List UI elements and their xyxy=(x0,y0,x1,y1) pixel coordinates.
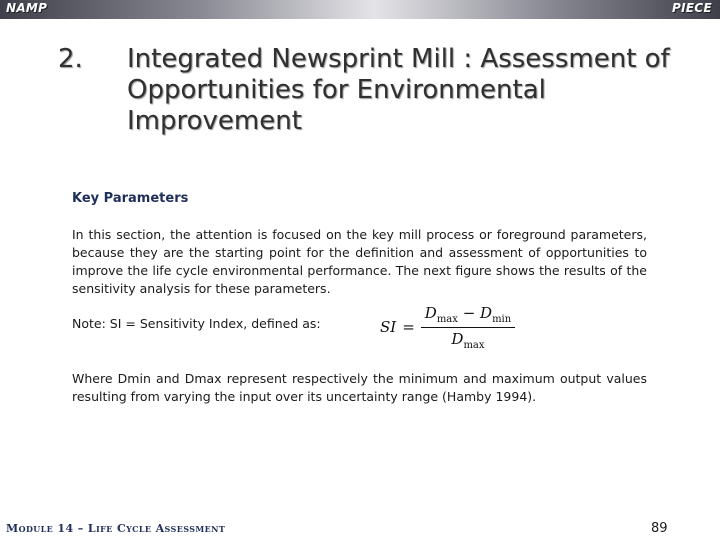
slide-title: Integrated Newsprint Mill : Assessment of Opportunities for Environmental Improvement xyxy=(127,44,670,136)
formula-numerator: $D_{max} - D_{min}$ xyxy=(421,304,515,328)
sensitivity-note: Note: SI = Sensitivity Index, defined as: xyxy=(72,316,321,331)
definition-paragraph: Where Dmin and Dmax represent respectively the minimum and maximum output values resulting from varying the input over its uncertainty range (Hamby 1994). xyxy=(72,371,647,404)
sensitivity-formula xyxy=(380,303,515,351)
formula-fraction xyxy=(421,304,515,351)
footer-module-title: Module 14 – Life Cycle Assessment xyxy=(6,522,226,535)
formula-lhs: SI xyxy=(380,318,397,336)
page-number: 89 xyxy=(651,521,668,536)
formula-equals: = xyxy=(402,318,415,336)
intro-paragraph: In this section, the attention is focused on the key mill process or foreground parameters, because they are the starting point for the definition and assessment of opportunities to improve the life cycle environmental performance. The next figure shows the results of the sensitivity analysis for these parameters. xyxy=(72,227,647,296)
key-parameters-heading: Key Parameters xyxy=(72,191,189,206)
formula-denominator: $D_{max}$ xyxy=(451,329,485,351)
section-number: 2. xyxy=(58,44,83,74)
header-right-brand: PIECE xyxy=(672,1,712,15)
header-left-brand: NAMP xyxy=(6,1,48,15)
header-bar xyxy=(0,0,720,19)
